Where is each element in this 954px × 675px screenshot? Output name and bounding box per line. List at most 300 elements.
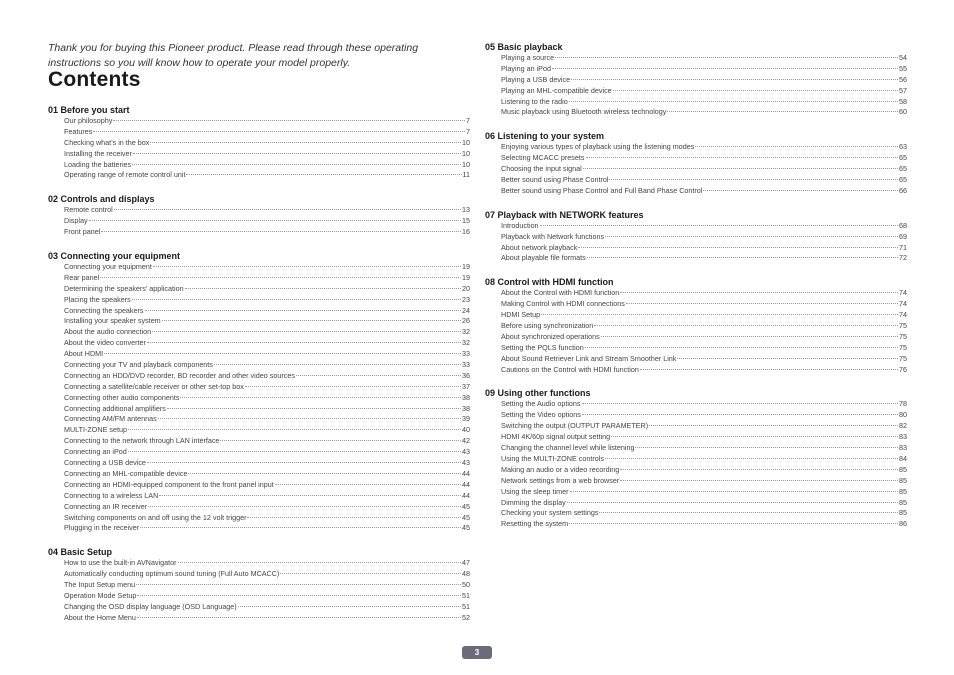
dot-leader bbox=[186, 174, 461, 175]
dot-leader bbox=[703, 190, 898, 191]
toc-entry-page: 23 bbox=[462, 294, 470, 304]
dot-leader bbox=[585, 347, 898, 348]
toc-entry-page: 50 bbox=[462, 580, 470, 590]
dot-leader bbox=[104, 353, 461, 354]
toc-entry[interactable] bbox=[48, 469, 470, 480]
toc-entry[interactable] bbox=[48, 295, 470, 306]
toc-entry-page: 45 bbox=[462, 501, 470, 511]
toc-entry-label: Connecting other audio components bbox=[64, 392, 180, 402]
dot-leader bbox=[137, 617, 461, 618]
toc-entry-label: About synchronized operations bbox=[501, 331, 600, 341]
toc-entry-label: Connecting an IR receiver bbox=[64, 501, 148, 511]
section-heading: 09 Using other functions bbox=[485, 388, 591, 399]
toc-entry[interactable] bbox=[485, 53, 907, 64]
dot-leader bbox=[167, 408, 461, 409]
toc-entry-page: 65 bbox=[899, 153, 907, 163]
toc-entry[interactable] bbox=[48, 127, 470, 138]
dot-leader bbox=[555, 57, 898, 58]
toc-entry[interactable] bbox=[48, 262, 470, 273]
dot-leader bbox=[605, 236, 898, 237]
toc-entry-label: Choosing the input signal bbox=[501, 164, 582, 174]
toc-entry[interactable] bbox=[48, 458, 470, 469]
toc-entry-label: Setting the Audio options bbox=[501, 399, 581, 409]
toc-entry-label: Before using synchronization bbox=[501, 321, 594, 331]
toc-entry[interactable] bbox=[485, 107, 907, 118]
toc-entry[interactable] bbox=[485, 186, 907, 197]
toc-entry-label: Connecting an MHL-compatible device bbox=[64, 468, 188, 478]
toc-entry-label: About the audio connection bbox=[64, 327, 152, 337]
dot-leader bbox=[114, 209, 461, 210]
toc-entry[interactable] bbox=[48, 558, 470, 569]
dot-leader bbox=[609, 179, 898, 180]
toc-entry-page: 32 bbox=[462, 338, 470, 348]
toc-entry-page: 71 bbox=[899, 242, 907, 252]
dot-leader bbox=[158, 418, 461, 419]
toc-entry-page: 74 bbox=[899, 299, 907, 309]
toc-entry-page: 42 bbox=[462, 436, 470, 446]
dot-leader bbox=[150, 142, 461, 143]
toc-entry-page: 52 bbox=[462, 612, 470, 622]
toc-entry-page: 68 bbox=[899, 220, 907, 230]
toc-entry-page: 13 bbox=[462, 205, 470, 215]
dot-leader bbox=[582, 403, 898, 404]
dot-leader bbox=[626, 303, 898, 304]
toc-entry[interactable] bbox=[485, 232, 907, 243]
toc-entry-label: Playing a source bbox=[501, 53, 555, 62]
section-heading: 08 Control with HDMI function bbox=[485, 277, 614, 288]
toc-entry[interactable] bbox=[485, 454, 907, 465]
dot-leader bbox=[133, 153, 461, 154]
toc-entry-label: Setting the PQLS function bbox=[501, 342, 584, 352]
dot-leader bbox=[613, 90, 898, 91]
toc-entry-label: Connecting your equipment bbox=[64, 262, 152, 272]
toc-entry[interactable] bbox=[48, 602, 470, 613]
toc-entry-label: Music playback using Bluetooth wireless technology bbox=[501, 107, 667, 117]
toc-entry[interactable] bbox=[485, 253, 907, 264]
toc-entry[interactable] bbox=[48, 414, 470, 425]
dot-leader bbox=[587, 257, 898, 258]
toc-entry[interactable] bbox=[485, 354, 907, 365]
dot-leader bbox=[296, 375, 461, 376]
toc-entry[interactable] bbox=[48, 116, 470, 127]
section-heading: 06 Listening to your system bbox=[485, 131, 605, 142]
dot-leader bbox=[275, 484, 461, 485]
toc-entry-label: Connecting an HDD/DVD recorder, BD recorder and other video sources bbox=[64, 370, 295, 380]
toc-entry-label: Cautions on the Control with HDMI function bbox=[501, 364, 639, 374]
dot-leader bbox=[677, 358, 898, 359]
toc-entry-page: 66 bbox=[899, 185, 907, 195]
section-heading: 07 Playback with NETWORK features bbox=[485, 209, 644, 220]
toc-entry[interactable] bbox=[48, 436, 470, 447]
toc-entry[interactable] bbox=[485, 142, 907, 153]
dot-leader bbox=[620, 469, 898, 470]
dot-leader bbox=[667, 111, 898, 112]
toc-entry-label: About the Home Menu bbox=[64, 612, 136, 622]
toc-entry-page: 16 bbox=[462, 227, 470, 237]
toc-section bbox=[48, 193, 470, 238]
dot-leader bbox=[541, 314, 898, 315]
toc-entry-page: 45 bbox=[462, 512, 470, 522]
dot-leader bbox=[101, 231, 461, 232]
toc-entry-label: Installing your speaker system bbox=[64, 316, 161, 326]
toc-entry[interactable] bbox=[485, 343, 907, 354]
toc-entry-page: 63 bbox=[899, 142, 907, 152]
toc-entry-page: 82 bbox=[899, 421, 907, 431]
toc-entry-label: Introduction bbox=[501, 220, 539, 230]
dot-leader bbox=[586, 157, 899, 158]
toc-entry[interactable] bbox=[48, 382, 470, 393]
toc-entry[interactable] bbox=[485, 399, 907, 410]
toc-entry[interactable] bbox=[485, 508, 907, 519]
toc-entry-label: Resetting the system bbox=[501, 519, 569, 529]
toc-left-column bbox=[48, 104, 470, 636]
toc-entry[interactable] bbox=[485, 476, 907, 487]
toc-entry-page: 60 bbox=[899, 107, 907, 117]
toc-entry-label: About the video converter bbox=[64, 338, 146, 348]
dot-leader bbox=[178, 562, 461, 563]
dot-leader bbox=[552, 68, 898, 69]
dot-leader bbox=[148, 506, 461, 507]
toc-entry[interactable] bbox=[485, 365, 907, 376]
toc-entry-page: 44 bbox=[462, 479, 470, 489]
toc-entry[interactable] bbox=[48, 502, 470, 513]
toc-entry-label: Connecting an iPod bbox=[64, 447, 127, 457]
toc-entry-page: 58 bbox=[899, 96, 907, 106]
toc-entry[interactable] bbox=[485, 421, 907, 432]
page-number-badge: 3 bbox=[462, 646, 492, 659]
toc-entry-label: About the Control with HDMI function bbox=[501, 288, 620, 298]
toc-entry-label: Changing the OSD display language (OSD Language) bbox=[64, 601, 237, 611]
toc-entry-label: Automatically conducting optimum sound tuning (Full Auto MCACC) bbox=[64, 569, 280, 579]
toc-entry-label: Network settings from a web browser bbox=[501, 475, 620, 485]
toc-entry[interactable] bbox=[485, 443, 907, 454]
toc-entry[interactable] bbox=[485, 332, 907, 343]
dot-leader bbox=[152, 331, 461, 332]
toc-entry[interactable] bbox=[485, 97, 907, 108]
toc-entry-page: 85 bbox=[899, 486, 907, 496]
toc-entry[interactable] bbox=[485, 221, 907, 232]
toc-entry[interactable] bbox=[48, 371, 470, 382]
toc-entry-page: 75 bbox=[899, 342, 907, 352]
toc-entry-page: 10 bbox=[462, 137, 470, 147]
dot-leader bbox=[145, 310, 461, 311]
toc-right-column bbox=[485, 41, 907, 542]
toc-entry-page: 85 bbox=[899, 464, 907, 474]
toc-entry-label: Switching the output (OUTPUT PARAMETER) bbox=[501, 421, 649, 431]
toc-entry-label: About Sound Retriever Link and Stream Smoother Link bbox=[501, 353, 677, 363]
toc-entry-page: 84 bbox=[899, 453, 907, 463]
toc-entry-page: 19 bbox=[462, 262, 470, 272]
toc-entry-label: Placing the speakers bbox=[64, 294, 131, 304]
dot-leader bbox=[159, 495, 461, 496]
section-heading: 04 Basic Setup bbox=[48, 547, 113, 558]
toc-entry-page: 38 bbox=[462, 392, 470, 402]
toc-entry[interactable] bbox=[48, 316, 470, 327]
toc-section bbox=[485, 387, 907, 530]
dot-leader bbox=[594, 325, 898, 326]
toc-entry-label: Listening to the radio bbox=[501, 96, 568, 106]
toc-entry-page: 72 bbox=[899, 253, 907, 263]
toc-entry-label: Making Control with HDMI connections bbox=[501, 299, 625, 309]
toc-entry-page: 54 bbox=[899, 53, 907, 62]
toc-entry-label: Playing an iPod bbox=[501, 63, 551, 73]
toc-entry[interactable] bbox=[48, 613, 470, 624]
toc-entry-label: MULTI-ZONE setup bbox=[64, 425, 127, 435]
dot-leader bbox=[238, 606, 461, 607]
toc-entry[interactable] bbox=[485, 164, 907, 175]
toc-entry[interactable] bbox=[485, 321, 907, 332]
toc-entry-page: 76 bbox=[899, 364, 907, 374]
toc-entry[interactable] bbox=[48, 425, 470, 436]
dot-leader bbox=[570, 491, 898, 492]
toc-entry[interactable] bbox=[48, 447, 470, 458]
dot-leader bbox=[620, 480, 898, 481]
dot-leader bbox=[93, 131, 465, 132]
toc-entry-page: 10 bbox=[462, 159, 470, 169]
toc-entry-label: Determining the speakers’ application bbox=[64, 283, 184, 293]
toc-entry-page: 33 bbox=[462, 360, 470, 370]
toc-entry-page: 56 bbox=[899, 74, 907, 84]
dot-leader bbox=[578, 247, 898, 248]
toc-entry-label: Connecting to a wireless LAN bbox=[64, 490, 159, 500]
toc-entry[interactable] bbox=[485, 432, 907, 443]
toc-entry-label: The Input Setup menu bbox=[64, 580, 136, 590]
toc-entry[interactable] bbox=[48, 523, 470, 534]
toc-entry-page: 44 bbox=[462, 468, 470, 478]
toc-entry-label: Using the MULTI-ZONE controls bbox=[501, 453, 604, 463]
dot-leader bbox=[128, 451, 461, 452]
toc-entry-label: How to use the built-in AVNavigator bbox=[64, 558, 177, 568]
toc-entry-label: Checking what’s in the box bbox=[64, 137, 150, 147]
dot-leader bbox=[220, 440, 461, 441]
toc-entry[interactable] bbox=[48, 591, 470, 602]
toc-entry-label: Using the sleep timer bbox=[501, 486, 569, 496]
dot-leader bbox=[180, 397, 461, 398]
dot-leader bbox=[89, 220, 461, 221]
toc-entry-label: Connecting to the network through LAN interface bbox=[64, 436, 220, 446]
toc-entry-page: 39 bbox=[462, 414, 470, 424]
toc-entry-label: Better sound using Phase Control and Full Band Phase Control bbox=[501, 185, 703, 195]
toc-entry[interactable] bbox=[48, 360, 470, 371]
dot-leader bbox=[247, 517, 461, 518]
toc-entry-label: Operation Mode Setup bbox=[64, 590, 137, 600]
toc-entry-label: Connecting your TV and playback components bbox=[64, 360, 213, 370]
dot-leader bbox=[569, 523, 898, 524]
toc-entry[interactable] bbox=[485, 299, 907, 310]
toc-entry-page: 80 bbox=[899, 410, 907, 420]
toc-entry-page: 75 bbox=[899, 321, 907, 331]
toc-entry-page: 48 bbox=[462, 569, 470, 579]
toc-entry-page: 65 bbox=[899, 175, 907, 185]
section-heading: 01 Before you start bbox=[48, 105, 130, 115]
dot-leader bbox=[100, 277, 461, 278]
toc-entry[interactable] bbox=[485, 410, 907, 421]
toc-entry-label: Switching components on and off using the 12 volt trigger bbox=[64, 512, 247, 522]
toc-entry[interactable] bbox=[485, 86, 907, 97]
toc-entry[interactable] bbox=[485, 487, 907, 498]
section-heading: 02 Controls and displays bbox=[48, 194, 155, 205]
toc-entry-label: Plugging in the receiver bbox=[64, 523, 140, 533]
toc-entry-label: Display bbox=[64, 216, 88, 226]
toc-entry-page: 10 bbox=[462, 148, 470, 158]
toc-entry-label: Connecting the speakers bbox=[64, 305, 144, 315]
toc-entry-label: Connecting additional amplifiers bbox=[64, 403, 166, 413]
toc-entry[interactable] bbox=[48, 513, 470, 524]
toc-entry[interactable] bbox=[48, 393, 470, 404]
toc-entry-label: Loading the batteries bbox=[64, 159, 132, 169]
toc-entry-label: HDMI 4K/60p signal output setting bbox=[501, 432, 611, 442]
toc-entry[interactable] bbox=[48, 170, 470, 181]
toc-entry-label: Making an audio or a video recording bbox=[501, 464, 620, 474]
dot-leader bbox=[611, 436, 898, 437]
toc-entry-page: 51 bbox=[462, 601, 470, 611]
section-heading: 03 Connecting your equipment bbox=[48, 251, 181, 262]
dot-leader bbox=[132, 299, 461, 300]
toc-entry-page: 7 bbox=[466, 126, 470, 136]
toc-entry-label: Features bbox=[64, 126, 93, 136]
toc-entry-label: Connecting a satellite/cable receiver or other set-top box bbox=[64, 381, 244, 391]
dot-leader bbox=[582, 414, 898, 415]
toc-entry[interactable] bbox=[485, 288, 907, 299]
toc-entry[interactable] bbox=[48, 338, 470, 349]
toc-entry-page: 24 bbox=[462, 305, 470, 315]
toc-entry-page: 74 bbox=[899, 310, 907, 320]
dot-leader bbox=[214, 364, 461, 365]
toc-entry-page: 37 bbox=[462, 381, 470, 391]
toc-entry-label: HDMI Setup bbox=[501, 310, 541, 320]
dot-leader bbox=[147, 462, 461, 463]
toc-entry-page: 7 bbox=[466, 116, 470, 125]
toc-entry-label: Checking your system settings bbox=[501, 508, 599, 518]
dot-leader bbox=[620, 292, 898, 293]
toc-section bbox=[485, 276, 907, 375]
dot-leader bbox=[567, 502, 898, 503]
toc-entry-label: Better sound using Phase Control bbox=[501, 175, 609, 185]
dot-leader bbox=[128, 429, 461, 430]
toc-entry[interactable] bbox=[48, 284, 470, 295]
toc-entry-page: 36 bbox=[462, 370, 470, 380]
toc-section bbox=[485, 130, 907, 196]
toc-entry-label: Remote control bbox=[64, 205, 113, 215]
dot-leader bbox=[583, 168, 898, 169]
toc-entry-page: 26 bbox=[462, 316, 470, 326]
toc-entry[interactable] bbox=[48, 138, 470, 149]
dot-leader bbox=[153, 266, 461, 267]
toc-entry-label: About network playback bbox=[501, 242, 578, 252]
toc-entry-label: Changing the channel level while listening bbox=[501, 443, 635, 453]
toc-entry[interactable] bbox=[48, 327, 470, 338]
toc-entry[interactable] bbox=[48, 160, 470, 171]
toc-entry-label: Selecting MCACC presets bbox=[501, 153, 585, 163]
dot-leader bbox=[649, 425, 898, 426]
toc-entry-label: Dimming the display bbox=[501, 497, 566, 507]
toc-entry-page: 65 bbox=[899, 164, 907, 174]
toc-entry-label: Connecting an HDMI-equipped component to the front panel input bbox=[64, 479, 274, 489]
dot-leader bbox=[540, 225, 898, 226]
intro-text: Thank you for buying this Pioneer product. Please read through these operating instructions so you will know how to operate your model properly. bbox=[48, 42, 419, 69]
toc-entry[interactable] bbox=[48, 306, 470, 317]
toc-entry[interactable] bbox=[485, 75, 907, 86]
toc-entry-page: 32 bbox=[462, 327, 470, 337]
dot-leader bbox=[605, 458, 898, 459]
toc-entry[interactable] bbox=[48, 216, 470, 227]
toc-entry-label: Front panel bbox=[64, 227, 101, 237]
toc-entry-page: 55 bbox=[899, 63, 907, 73]
toc-entry-label: Operating range of remote control unit bbox=[64, 170, 186, 180]
toc-entry-label: About HDMI bbox=[64, 349, 104, 359]
toc-entry-page: 20 bbox=[462, 283, 470, 293]
toc-entry[interactable] bbox=[48, 349, 470, 360]
toc-entry-label: About playable file formats bbox=[501, 253, 586, 263]
toc-entry[interactable] bbox=[485, 519, 907, 530]
toc-entry[interactable] bbox=[48, 205, 470, 216]
toc-entry-page: 74 bbox=[899, 288, 907, 298]
toc-entry-page: 83 bbox=[899, 443, 907, 453]
dot-leader bbox=[571, 79, 898, 80]
toc-entry-page: 75 bbox=[899, 353, 907, 363]
page-title: Contents bbox=[48, 68, 141, 91]
toc-entry[interactable] bbox=[48, 580, 470, 591]
toc-entry[interactable] bbox=[485, 64, 907, 75]
toc-entry-page: 19 bbox=[462, 272, 470, 282]
toc-entry-page: 85 bbox=[899, 475, 907, 485]
toc-entry[interactable] bbox=[485, 465, 907, 476]
toc-entry-label: Connecting a USB device bbox=[64, 458, 146, 468]
dot-leader bbox=[599, 512, 898, 513]
dot-leader bbox=[188, 473, 461, 474]
toc-entry-page: 51 bbox=[462, 590, 470, 600]
toc-entry[interactable] bbox=[48, 404, 470, 415]
toc-entry-page: 69 bbox=[899, 231, 907, 241]
toc-section bbox=[485, 209, 907, 265]
dot-leader bbox=[113, 120, 465, 121]
toc-entry-page: 40 bbox=[462, 425, 470, 435]
toc-entry[interactable] bbox=[48, 149, 470, 160]
toc-section bbox=[48, 250, 470, 534]
toc-entry[interactable] bbox=[48, 480, 470, 491]
toc-entry[interactable] bbox=[48, 491, 470, 502]
dot-leader bbox=[185, 288, 461, 289]
dot-leader bbox=[601, 336, 898, 337]
toc-entry-label: Connecting AM/FM antennas bbox=[64, 414, 157, 424]
toc-entry[interactable] bbox=[485, 498, 907, 509]
toc-entry-label: Enjoying various types of playback using the listening modes bbox=[501, 142, 695, 152]
dot-leader bbox=[695, 146, 898, 147]
toc-entry-page: 75 bbox=[899, 331, 907, 341]
toc-entry-page: 45 bbox=[462, 523, 470, 533]
toc-entry[interactable] bbox=[485, 175, 907, 186]
toc-entry[interactable] bbox=[48, 569, 470, 580]
dot-leader bbox=[245, 386, 461, 387]
toc-entry[interactable] bbox=[485, 153, 907, 164]
toc-entry-page: 43 bbox=[462, 447, 470, 457]
toc-entry[interactable] bbox=[48, 273, 470, 284]
toc-section bbox=[48, 546, 470, 623]
dot-leader bbox=[137, 595, 461, 596]
toc-entry[interactable] bbox=[485, 243, 907, 254]
toc-section bbox=[485, 41, 907, 118]
toc-entry-page: 15 bbox=[462, 216, 470, 226]
toc-entry-page: 38 bbox=[462, 403, 470, 413]
toc-entry[interactable] bbox=[48, 227, 470, 238]
dot-leader bbox=[569, 101, 898, 102]
toc-entry[interactable] bbox=[485, 310, 907, 321]
toc-entry-page: 47 bbox=[462, 558, 470, 568]
toc-entry-page: 78 bbox=[899, 399, 907, 409]
toc-entry-label: Setting the Video options bbox=[501, 410, 581, 420]
toc-entry-label: Playing an MHL-compatible device bbox=[501, 85, 612, 95]
toc-entry-page: 85 bbox=[899, 508, 907, 518]
